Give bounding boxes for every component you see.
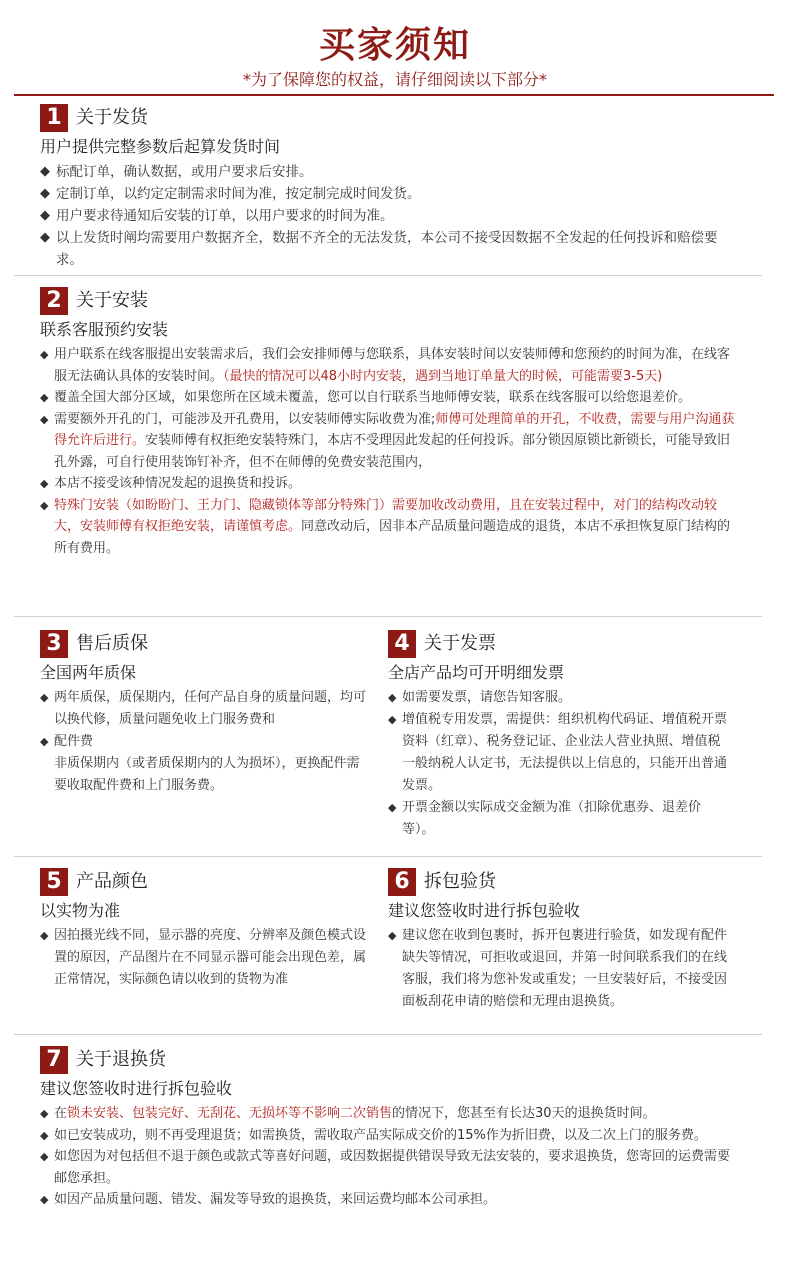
diamond-bullet-icon: ◆	[40, 391, 49, 404]
highlight-text: （最快的情况可以48小时内安装，遇到当地订单量大的时候，可能需要3-5天)	[223, 368, 663, 384]
list-item: ◆ 如因产品质量问题、错发、漏发等导致的退换货，来回运费均邮本公司承担。	[40, 1189, 730, 1211]
list-item: ◆ 增值税专用发票，需提供：组织机构代码证、增值税开票资料（红章）、税务登记证、企业法人营业执照、增值税一般纳税人认定书，无法提供以上信息的，只能开出普通发票。	[388, 709, 732, 797]
section-number: 3	[40, 630, 68, 658]
section-number: 4	[388, 630, 416, 658]
section-inspection	[388, 868, 732, 1013]
highlight-text: 特殊门安装（如盼盼门、王力门、隐藏锁体等部分特殊门）需要加收改动费用，且在安装过程中，对门的结构改动较大，安装师傅有权拒绝安装，请谨慎考虑。	[54, 497, 718, 534]
diamond-bullet-icon: ◆	[40, 735, 49, 748]
diamond-bullet-icon: ◆	[388, 801, 397, 814]
diamond-bullet-icon: ◆	[388, 929, 397, 942]
diamond-bullet-icon: ◆	[40, 348, 49, 361]
list-item: ◆ 两年质保，质保期内，任何产品自身的质量问题，均可以换代修，质量问题免收上门服务费和	[40, 687, 366, 731]
highlight-text: 师傅可处理简单的开孔，不收费，需要与用户沟通获得允许后进行。	[54, 411, 735, 448]
list-item: ◆ 用户联系在线客服提出安装需求后，我们会安排师傅与您联系，具体安装时间以安装师傅和您预约的时间为准，在线客服无法确认具体的安装时间。（最快的情况可以48小时内安装，遇到当地订单量大的时候，可能需要3-5天)	[40, 344, 740, 387]
list-item: ◆ 如需要发票，请您告知客服。	[388, 687, 732, 709]
diamond-bullet-icon: ◆	[40, 1150, 49, 1163]
section-title: 关于退换货	[76, 1049, 166, 1070]
list-item: ◆ 定制订单，以约定定制需求时间为准，按定制完成时间发货。	[40, 183, 740, 205]
list-item: 非质保期内（或者质保期内的人为损坏），更换配件需要收取配件费和上门服务费。	[54, 756, 360, 793]
header-divider	[14, 94, 774, 96]
section-number: 6	[388, 868, 416, 896]
diamond-bullet-icon: ◆	[40, 186, 50, 201]
list-item: ◆ 特殊门安装（如盼盼门、王力门、隐藏锁体等部分特殊门）需要加收改动费用，且在安装过程中，对门的结构改动较大，安装师傅有权拒绝安装，请谨慎考虑。同意改动后，因非本产品质量问题造成的退货，本店不承担恢复原门结构的所有费用。	[40, 495, 740, 560]
section-color	[40, 868, 366, 991]
section-title: 关于发货	[76, 107, 148, 128]
page-title: 买家须知	[318, 25, 471, 66]
diamond-bullet-icon: ◆	[40, 929, 49, 942]
section-subtitle: 建议您签收时进行拆包验收	[40, 1079, 233, 1098]
section-subtitle: 建议您签收时进行拆包验收	[388, 901, 581, 920]
list-item: ◆ 配件费	[40, 731, 366, 753]
highlight-text: 锁未安装、包装完好、无刮花、无损坏等不影响二次销售	[67, 1106, 393, 1121]
section-title: 拆包验货	[424, 871, 496, 892]
section-invoice	[388, 630, 732, 841]
list-item: ◆ 如您因为对包括但不退于颜色或款式等喜好问题，或因数据提供错误导致无法安装的，要求退换货，您寄回的运费需要邮您承担。	[40, 1146, 730, 1189]
section-warranty	[40, 630, 366, 797]
section-divider	[14, 856, 762, 857]
list-item: ◆ 用户要求待通知后安装的订单，以用户要求的时间为准。	[40, 205, 740, 227]
section-title: 关于安装	[76, 290, 148, 311]
section-divider	[14, 1034, 762, 1035]
list-item: ◆ 开票金额以实际成交金额为准（扣除优惠券、退差价等）。	[388, 797, 732, 841]
section-number: 5	[40, 868, 68, 896]
page-subtitle: *为了保障您的权益，请仔细阅读以下部分*	[242, 70, 547, 89]
section-divider	[14, 275, 762, 276]
diamond-bullet-icon: ◆	[40, 691, 49, 704]
diamond-bullet-icon: ◆	[40, 1128, 49, 1142]
section-divider	[14, 616, 762, 617]
section-installation	[40, 287, 740, 559]
section-subtitle: 以实物为准	[40, 901, 121, 920]
section-subtitle: 用户提供完整参数后起算发货时间	[40, 137, 281, 156]
section-number: 2	[40, 287, 68, 315]
list-item: ◆ 在锁未安装、包装完好、无刮花、无损坏等不影响二次销售的情况下，您甚至有长达30天的退换货时间。	[40, 1103, 730, 1125]
diamond-bullet-icon: ◆	[40, 230, 50, 245]
list-item: ◆ 以上发货时阐均需要用户数据齐全，数据不齐全的无法发货，本公司不接受因数据不全发起的任何投诉和赔偿要求。	[40, 227, 740, 271]
section-returns	[40, 1046, 730, 1211]
list-item: ◆ 如已安装成功，则不再受理退货；如需换货，需收取产品实际成交价的15%作为折旧费，以及二次上门的服务费。	[40, 1125, 730, 1147]
section-title: 产品颜色	[76, 871, 148, 892]
diamond-bullet-icon: ◆	[40, 1107, 49, 1120]
list-item: ◆ 覆盖全国大部分区域，如果您所在区域未覆盖，您可以自行联系当地师傅安装，联系在线客服可以给您退差价。	[40, 387, 740, 409]
diamond-bullet-icon: ◆	[40, 164, 50, 179]
section-number: 1	[40, 104, 68, 132]
section-shipping	[40, 104, 740, 271]
section-number: 7	[40, 1046, 68, 1074]
list-item: ◆ 需要额外开孔的门，可能涉及开孔费用，以安装师傅实际收费为准;师傅可处理简单的开孔，不收费，需要与用户沟通获得允许后进行。安装师傅有权拒绝安装特殊门，本店不受理因此发起的任何投诉。部分锁因原锁比新锁长，可能导致旧孔外露，可自行使用装饰钉补齐，但不在师傅的免费安装范围内，	[40, 409, 740, 474]
list-item: ◆ 本店不接受该种情况发起的退换货和投诉。	[40, 473, 740, 495]
diamond-bullet-icon: ◆	[40, 498, 49, 512]
diamond-bullet-icon: ◆	[40, 208, 50, 223]
diamond-bullet-icon: ◆	[40, 477, 49, 490]
diamond-bullet-icon: ◆	[40, 412, 49, 426]
diamond-bullet-icon: ◆	[388, 691, 397, 704]
list-item: ◆ 标配订单，确认数据，或用户要求后安排。	[40, 161, 740, 183]
list-item: ◆ 因拍摄光线不同，显示器的亮度、分辨率及颜色模式设置的原因，产品图片在不同显示器可能会出现色差，属正常情况，实际颜色请以收到的货物为准	[40, 925, 366, 991]
section-title: 售后质保	[76, 633, 148, 654]
section-subtitle: 全店产品均可开明细发票	[388, 663, 565, 682]
list-item: ◆ 建议您在收到包裹时，拆开包裹进行验货，如发现有配件缺失等情况，可拒收或退回，并第一时间联系我们的在线客服，我们将为您补发或重发；一旦安装好后，不接受因面板刮花申请的赔偿和无理由退换货。	[388, 925, 732, 1013]
section-title: 关于发票	[424, 633, 496, 654]
page-header	[0, 0, 790, 96]
section-subtitle: 全国两年质保	[40, 663, 137, 682]
section-subtitle: 联系客服预约安装	[40, 320, 169, 339]
diamond-bullet-icon: ◆	[40, 1193, 49, 1206]
diamond-bullet-icon: ◆	[388, 713, 397, 726]
